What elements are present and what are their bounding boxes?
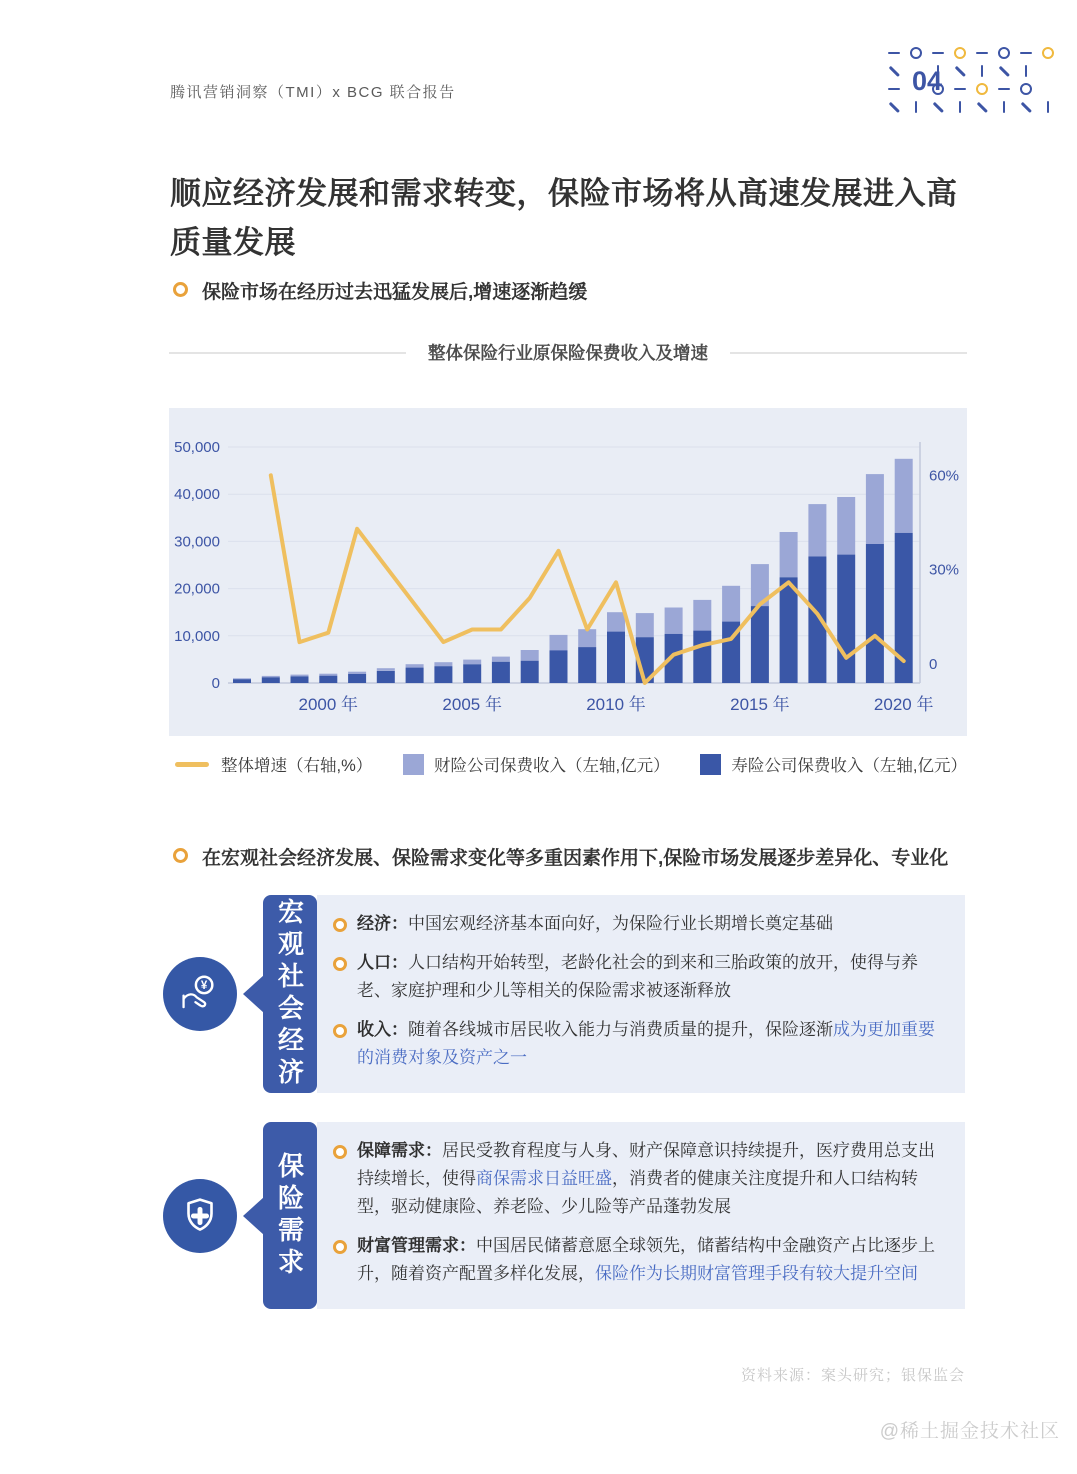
circle-glyph [1042, 47, 1054, 59]
bar-2008 [550, 635, 568, 683]
block-bullet-item [333, 1016, 945, 1072]
hand-coin-icon [177, 971, 223, 1017]
slash-glyph [1021, 102, 1032, 113]
bar-2012 [665, 608, 683, 684]
left-axis-tick: 0 [211, 675, 220, 692]
right-axis-tick: 0 [929, 656, 938, 674]
legend-label: 财险公司保费收入（左轴,亿元） [434, 757, 670, 775]
bar-1998 [262, 676, 280, 683]
bullet-icon [333, 1024, 347, 1038]
right-axis-tick: 30% [929, 561, 960, 579]
watermark: @稀土掘金技术社区 [879, 1421, 1060, 1442]
chart-svg [169, 408, 967, 736]
block-bullet-item [333, 949, 945, 1005]
highlighted-text: 商保需求日益旺盛 [476, 1169, 612, 1188]
chart-title: 整体保险行业原保险保费收入及增速 [428, 343, 708, 363]
bar-2007 [521, 650, 539, 683]
bar-2013 [693, 600, 711, 683]
legend-item [700, 752, 967, 776]
block-tab [263, 1122, 317, 1309]
bar-glyph [959, 101, 962, 113]
bullet-text: 保险市场在经历过去迅猛发展后,增速逐渐趋缓 [202, 282, 588, 303]
x-axis-tick: 2005 年 [442, 695, 502, 714]
bar-2003 [406, 664, 424, 683]
x-axis-tick: 2015 年 [730, 695, 790, 714]
block-tab-label: 宏观社会经济 [274, 898, 305, 1090]
circle-glyph [910, 47, 922, 59]
bullet-icon [333, 1145, 347, 1159]
bar-glyph [915, 101, 918, 113]
bar-2020 [895, 459, 913, 683]
bar-glyph [981, 65, 984, 77]
legend-item [175, 752, 372, 776]
bar-glyph [1025, 65, 1028, 77]
bar-2006 [492, 657, 510, 683]
block-bullet-item [333, 1137, 945, 1221]
tab-notch [243, 975, 264, 1013]
legend-label: 寿险公司保费收入（左轴,亿元） [731, 757, 967, 775]
legend-box-swatch [700, 754, 721, 775]
bar-2005 [463, 660, 481, 683]
block-tab [263, 895, 317, 1093]
block-item-text: 保障需求：居民受教育程度与人身、财产保障意识持续提升，医疗费用总支出持续增长，使得商保需求日益旺盛，消费者的健康关注度提升和人口结构转型，驱动健康险、养老险、少儿险等产品蓬勃发展 [357, 1141, 935, 1216]
dash-glyph [976, 52, 988, 55]
page-number: 04 [911, 66, 943, 96]
bullet-icon [333, 1240, 347, 1254]
bullet-text: 在宏观社会经济发展、保险需求变化等多重因素作用下,保险市场发展逐步差异化、专业化 [202, 848, 949, 869]
block-item-text: 收入：随着各线城市居民收入能力与消费质量的提升，保险逐渐成为更加重要的消费对象及资产之一 [357, 1020, 935, 1067]
source-note: 资料来源：案头研究；银保监会 [740, 1367, 965, 1384]
shield-plus-icon [177, 1193, 223, 1239]
bar-2011 [636, 613, 654, 683]
block-bullet-item [333, 910, 945, 938]
bar-2017 [808, 504, 826, 683]
report-credit: 腾讯营销洞察（TMI）x BCG 联合报告 [170, 84, 456, 101]
block-icon [163, 1179, 237, 1253]
bar-glyph [1003, 101, 1006, 113]
bullet-point-2 [173, 843, 948, 870]
x-axis-tick: 2000 年 [298, 695, 359, 714]
circle-glyph [998, 47, 1010, 59]
bullet-icon [173, 848, 188, 863]
slash-glyph [955, 66, 966, 77]
block-tab-label: 保险需求 [274, 1151, 305, 1280]
bar-2009 [578, 629, 596, 683]
dash-glyph [888, 52, 900, 55]
slash-glyph [889, 102, 900, 113]
bar-glyph [1047, 101, 1050, 113]
highlighted-text: 保险作为长期财富管理手段有较大提升空间 [595, 1264, 918, 1283]
dash-glyph [888, 88, 900, 91]
slash-glyph [933, 102, 944, 113]
left-axis-tick: 20,000 [174, 580, 220, 598]
bullet-point-1 [173, 277, 587, 304]
bar-2015 [751, 564, 769, 683]
left-axis-tick: 40,000 [174, 486, 220, 504]
block-icon [163, 957, 237, 1031]
factor-block [163, 1122, 965, 1309]
bullet-icon [173, 282, 188, 297]
circle-glyph [976, 83, 988, 95]
slash-glyph [889, 66, 900, 77]
chart-title-row [169, 340, 967, 365]
legend-item [403, 752, 670, 776]
tab-notch [243, 1197, 264, 1235]
dash-glyph [932, 52, 944, 55]
left-axis-tick: 10,000 [174, 627, 220, 645]
legend-box-swatch [403, 754, 424, 775]
slash-glyph [999, 66, 1010, 77]
block-panel [317, 895, 965, 1093]
x-axis-tick: 2020 年 [873, 695, 934, 714]
factor-block [163, 895, 965, 1093]
chart-legend [175, 752, 967, 776]
legend-label: 整体增速（右轴,%） [221, 757, 373, 775]
block-bullet-item [333, 1232, 945, 1288]
bar-1997 [233, 678, 251, 683]
bar-2004 [434, 662, 452, 683]
bar-2016 [780, 532, 798, 683]
dash-glyph [998, 88, 1010, 91]
bar-1999 [291, 675, 309, 683]
circle-glyph [1020, 83, 1032, 95]
insurance-premium-chart [169, 408, 967, 736]
left-axis-tick: 50,000 [174, 439, 220, 456]
bullet-icon [333, 918, 347, 932]
circle-glyph [954, 47, 966, 59]
legend-line-swatch [175, 762, 209, 767]
block-panel [317, 1122, 965, 1309]
bar-2019 [866, 474, 884, 683]
bar-2001 [348, 672, 366, 683]
right-axis-tick: 60% [929, 467, 960, 485]
highlighted-text: 成为更加重要的消费对象及资产之一 [357, 1020, 935, 1067]
block-item-text: 经济：中国宏观经济基本面向好，为保险行业长期增长奠定基础 [357, 914, 833, 933]
bullet-icon [333, 957, 347, 971]
block-item-text: 人口：人口结构开始转型，老龄化社会的到来和三胎政策的放开，使得与养老、家庭护理和少儿等相关的保险需求被逐渐释放 [357, 953, 918, 1000]
block-item-text: 财富管理需求：中国居民储蓄意愿全球领先，储蓄结构中金融资产占比逐步上升，随着资产配置多样化发展，保险作为长期财富管理手段有较大提升空间 [357, 1236, 935, 1283]
bar-2010 [607, 612, 625, 683]
dash-glyph [1020, 52, 1032, 55]
slash-glyph [977, 102, 988, 113]
page-title: 顺应经济发展和需求转变，保险市场将从高速发展进入高质量发展 [170, 175, 958, 261]
x-axis-tick: 2010 年 [586, 695, 646, 714]
svg-text:¥: ¥ [200, 980, 208, 993]
page-number-decor-pattern [883, 44, 1059, 118]
bar-2002 [377, 668, 395, 683]
dash-glyph [954, 88, 966, 91]
left-axis-tick: 30,000 [174, 533, 220, 551]
bar-2000 [319, 674, 337, 683]
